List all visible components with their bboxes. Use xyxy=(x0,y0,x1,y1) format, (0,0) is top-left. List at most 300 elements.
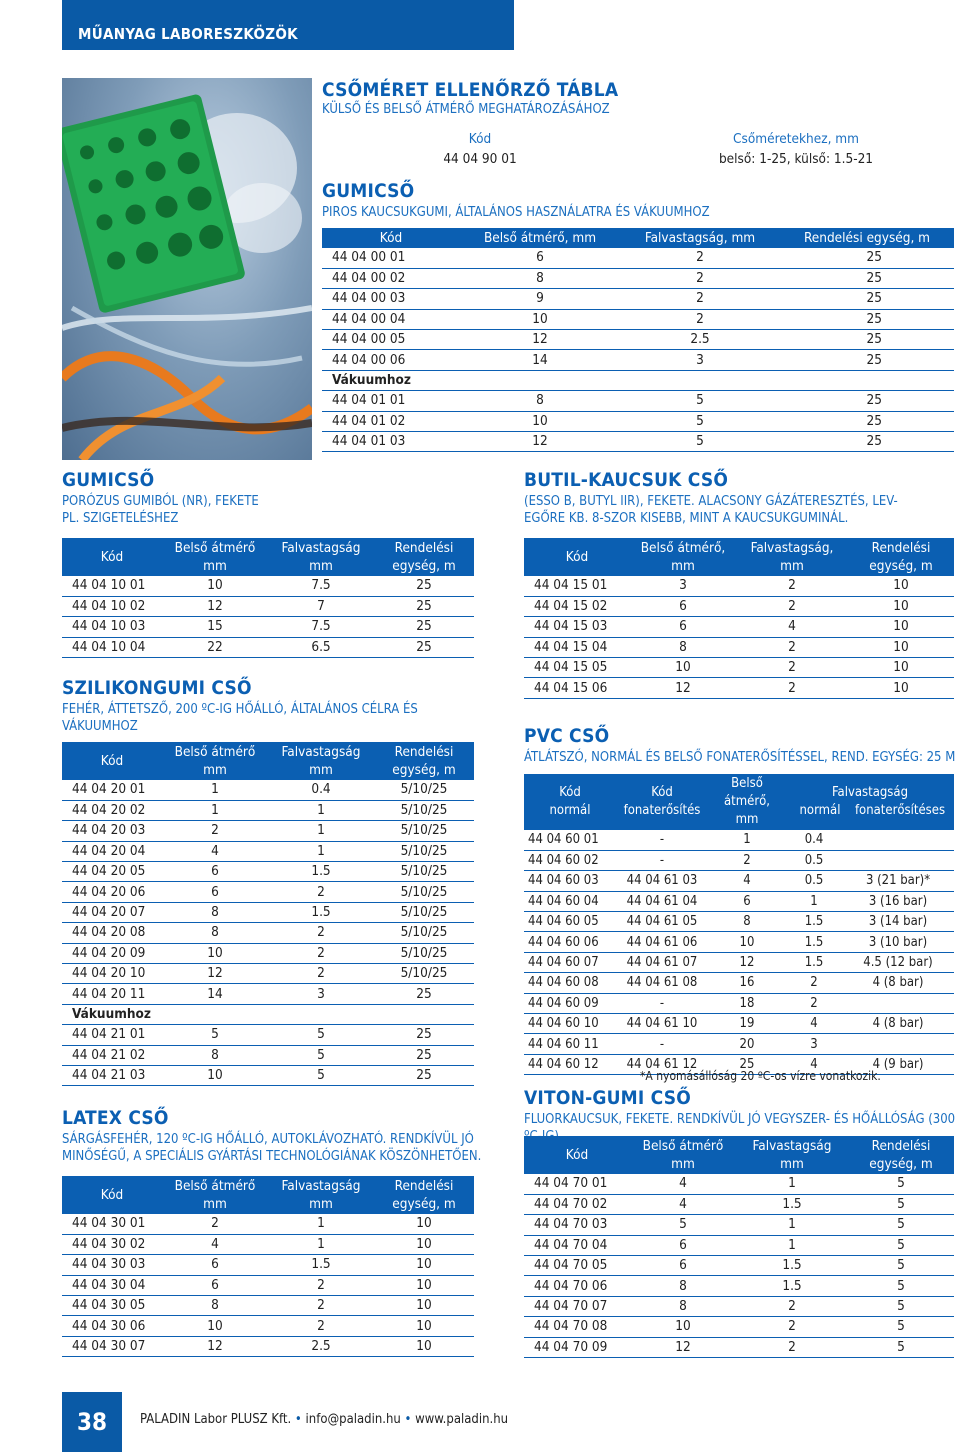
checker-subtitle: KÜLSŐ ÉS BELSŐ ÁTMÉRŐ MEGHATÁROZÁSÁHOZ xyxy=(322,102,610,117)
cell: 10 xyxy=(162,576,268,596)
table-row xyxy=(62,984,474,1004)
cell: 44 04 30 07 xyxy=(62,1336,162,1356)
table-row xyxy=(62,841,474,861)
col-header xyxy=(848,538,954,576)
cell: 5/10/25 xyxy=(374,943,474,963)
table-row xyxy=(524,1317,954,1337)
cell: 2 xyxy=(620,268,780,288)
table-row xyxy=(524,912,954,932)
cell: 6 xyxy=(460,248,620,268)
cell: 2 xyxy=(736,1296,848,1316)
cell: 10 xyxy=(162,1316,268,1336)
cell: 14 xyxy=(460,350,620,370)
cell: 44 04 20 08 xyxy=(62,923,162,943)
header-line: Belső átmérő, xyxy=(640,540,726,556)
header-line: Kód xyxy=(651,785,673,800)
cell: 44 04 20 04 xyxy=(62,841,162,861)
latex-section xyxy=(62,1108,481,1165)
table-row xyxy=(524,1256,954,1276)
table-row xyxy=(62,1316,474,1336)
cell: 44 04 60 10 xyxy=(524,1014,616,1034)
cell: 5 xyxy=(162,1025,268,1045)
cell: 1.5 xyxy=(736,1256,848,1276)
viton-table xyxy=(524,1136,954,1358)
cell: 5 xyxy=(630,1215,736,1235)
col-header xyxy=(736,1136,848,1174)
cell: 6 xyxy=(162,882,268,902)
cell: 2 xyxy=(620,309,780,329)
cell: 44 04 21 01 xyxy=(62,1025,162,1045)
cell: 25 xyxy=(374,1025,474,1045)
cell: 3 xyxy=(786,1034,842,1054)
cell: 18 xyxy=(708,993,786,1013)
cell: 6 xyxy=(162,1255,268,1275)
cell: 3 (10 bar) xyxy=(842,932,954,952)
latex-table xyxy=(62,1176,474,1357)
cell xyxy=(842,1034,954,1054)
cell: 44 04 01 03 xyxy=(322,432,460,452)
cell: 44 04 21 03 xyxy=(62,1065,162,1085)
header-line: mm xyxy=(309,762,333,778)
porous-rubber-subtitle-2: PL. SZIGETELÉSHEZ xyxy=(62,511,179,526)
cell: 25 xyxy=(780,391,954,411)
cell: 4 (8 bar) xyxy=(842,973,954,993)
cell: 5/10/25 xyxy=(374,841,474,861)
cell: 44 04 10 03 xyxy=(62,617,162,637)
header-line: Rendelési xyxy=(871,540,931,556)
header-line: egység, m xyxy=(392,558,456,574)
porous-rubber-subtitle-1: PORÓZUS GUMIBÓL (NR), FEKETE xyxy=(62,494,259,509)
checker-title: CSŐMÉRET ELLENŐRZŐ TÁBLA xyxy=(322,79,619,101)
table-header-row xyxy=(62,538,474,576)
cell: 44 04 61 04 xyxy=(616,891,708,911)
cell: - xyxy=(616,850,708,870)
table-row xyxy=(62,596,474,616)
cell: 44 04 90 01 xyxy=(443,151,517,168)
cell: 14 xyxy=(162,984,268,1004)
cell: 1 xyxy=(268,841,374,861)
vacuum-label: Vákuumhoz xyxy=(62,1004,474,1024)
col-header xyxy=(630,538,736,576)
cell: 6 xyxy=(630,1235,736,1255)
col-header xyxy=(268,1176,374,1214)
tube-checker-illustration xyxy=(62,78,312,460)
cell: 2 xyxy=(736,678,848,698)
silicone-table xyxy=(62,742,474,1086)
header-line: átmérő, mm xyxy=(723,794,770,827)
table-row xyxy=(322,248,954,268)
cell: 8 xyxy=(708,912,786,932)
col-header: Kód xyxy=(524,538,630,576)
cell: 4 (8 bar) xyxy=(842,1014,954,1034)
cell: 44 04 30 05 xyxy=(62,1296,162,1316)
table-row xyxy=(322,350,954,370)
cell: 12 xyxy=(708,952,786,972)
cell: 1.5 xyxy=(268,862,374,882)
cell: 4 xyxy=(162,841,268,861)
cell: 10 xyxy=(848,576,954,596)
cell: 10 xyxy=(374,1296,474,1316)
cell: 6 xyxy=(162,1275,268,1295)
header-line: normál xyxy=(549,803,591,818)
cell: 25 xyxy=(780,350,954,370)
header-line: Belső xyxy=(731,776,763,791)
header-line: Kód xyxy=(559,785,581,800)
page-number-box xyxy=(62,1392,122,1452)
cell: 25 xyxy=(780,248,954,268)
cell: 5 xyxy=(848,1235,954,1255)
header-line: Falvastagság xyxy=(281,540,361,556)
cell: 1.5 xyxy=(268,902,374,922)
cell: 5 xyxy=(848,1174,954,1194)
table-row xyxy=(524,891,954,911)
cell: 44 04 01 02 xyxy=(322,411,460,431)
table-row xyxy=(62,800,474,820)
cell: 2 xyxy=(268,943,374,963)
col-header: Kód xyxy=(524,1136,630,1174)
table-row xyxy=(524,1034,954,1054)
cell xyxy=(842,830,954,850)
latex-title: LATEX CSŐ xyxy=(62,1107,169,1129)
table-row xyxy=(524,678,954,698)
cell: 4 xyxy=(786,1014,842,1034)
cell: 44 04 20 05 xyxy=(62,862,162,882)
porous-rubber-table xyxy=(62,538,474,658)
col-header: Kód xyxy=(62,538,162,576)
table-row xyxy=(524,871,954,891)
cell: 10 xyxy=(630,1317,736,1337)
cell: 8 xyxy=(460,391,620,411)
header-line: Falvastagság xyxy=(281,744,361,760)
cell: 44 04 15 04 xyxy=(524,637,630,657)
header-line: normál xyxy=(799,803,841,818)
cell: 44 04 61 12 xyxy=(616,1054,708,1074)
cell: 10 xyxy=(374,1336,474,1356)
header-line: egység, m xyxy=(869,558,933,574)
header-line: egység, m xyxy=(392,762,456,778)
table-row xyxy=(62,637,474,657)
cell: 2 xyxy=(268,923,374,943)
header-line: Rendelési xyxy=(394,540,454,556)
cell: 2 xyxy=(736,596,848,616)
cell: 44 04 70 09 xyxy=(524,1337,630,1357)
cell: 44 04 60 06 xyxy=(524,932,616,952)
cell: 3 xyxy=(268,984,374,1004)
cell: 2 xyxy=(786,993,842,1013)
cell: 10 xyxy=(374,1255,474,1275)
table-row xyxy=(62,923,474,943)
cell: 25 xyxy=(374,637,474,657)
cell: 3 xyxy=(620,350,780,370)
category-title: MŰANYAG LABORESZKÖZÖK xyxy=(78,25,298,43)
cell: 1 xyxy=(268,821,374,841)
cell: 1 xyxy=(162,800,268,820)
cell: 25 xyxy=(374,984,474,1004)
table-row xyxy=(322,149,954,169)
header-line: Falvastagság xyxy=(752,1138,832,1154)
cell: 10 xyxy=(374,1275,474,1295)
cell: 2 xyxy=(268,1316,374,1336)
table-row xyxy=(62,1065,474,1085)
header-line: Belső átmérő xyxy=(174,1178,256,1194)
header-line: Rendelési xyxy=(871,1138,931,1154)
cell: 10 xyxy=(848,678,954,698)
cell: 44 04 61 03 xyxy=(616,871,708,891)
vacuum-subheader xyxy=(322,370,954,390)
table-row xyxy=(524,617,954,637)
cell: 8 xyxy=(630,1296,736,1316)
cell: 2.5 xyxy=(268,1336,374,1356)
footer-contact xyxy=(140,1412,508,1427)
cell: 1.5 xyxy=(736,1276,848,1296)
col-header xyxy=(786,774,954,830)
table-row xyxy=(524,932,954,952)
pvc-title: PVC CSŐ xyxy=(524,725,610,747)
table-row xyxy=(322,432,954,452)
cell: 4 xyxy=(630,1194,736,1214)
cell: 25 xyxy=(708,1054,786,1074)
table-row xyxy=(524,596,954,616)
cell: 44 04 60 08 xyxy=(524,973,616,993)
header-line: egység, m xyxy=(869,1156,933,1172)
cell: 25 xyxy=(780,432,954,452)
cell: 25 xyxy=(780,411,954,431)
table-row xyxy=(322,309,954,329)
cell: 12 xyxy=(460,432,620,452)
cell: 10 xyxy=(848,617,954,637)
col-header xyxy=(374,1176,474,1214)
table-header-row xyxy=(524,1136,954,1174)
cell: 25 xyxy=(374,617,474,637)
table-row xyxy=(322,391,954,411)
cell: 15 xyxy=(162,617,268,637)
table-row xyxy=(62,862,474,882)
cell: 44 04 61 10 xyxy=(616,1014,708,1034)
col-header xyxy=(162,538,268,576)
cell: 2 xyxy=(736,1337,848,1357)
latex-subtitle-2: MINŐSÉGŰ, A SPECIÁLIS GYÁRTÁSI TECHNOLÓGIÁNAK KÖSZÖNHETŐEN. xyxy=(62,1149,482,1164)
cell: 2 xyxy=(268,964,374,984)
table-row xyxy=(62,1234,474,1254)
pvc-table xyxy=(524,774,954,1075)
table-row xyxy=(322,330,954,350)
cell: 6 xyxy=(708,891,786,911)
cell: 6.5 xyxy=(268,637,374,657)
table-row xyxy=(524,993,954,1013)
cell: 5/10/25 xyxy=(374,882,474,902)
cell: 44 04 70 05 xyxy=(524,1256,630,1276)
pvc-subtitle: ÁTLÁTSZÓ, NORMÁL ÉS BELSŐ FONATERŐSÍTÉSSEL, REND. EGYSÉG: 25 M xyxy=(524,750,956,765)
butyl-title: BUTIL-KAUCSUK CSŐ xyxy=(524,469,729,491)
cell: 2 xyxy=(268,1275,374,1295)
cell: 1.5 xyxy=(268,1255,374,1275)
page-number: 38 xyxy=(76,1408,108,1436)
cell: 5 xyxy=(848,1256,954,1276)
header-line: Falvastagság, xyxy=(750,540,834,556)
cell: 2.5 xyxy=(620,330,780,350)
cell: 44 04 60 04 xyxy=(524,891,616,911)
butyl-section xyxy=(524,470,898,527)
cell: 1.5 xyxy=(786,932,842,952)
cell: 19 xyxy=(708,1014,786,1034)
table-row xyxy=(524,658,954,678)
cell: 1.5 xyxy=(736,1194,848,1214)
cell: 44 04 21 02 xyxy=(62,1045,162,1065)
cell: 44 04 70 07 xyxy=(524,1296,630,1316)
cell: 44 04 30 02 xyxy=(62,1234,162,1254)
header-line: Falvastagság xyxy=(832,785,908,800)
cell: 12 xyxy=(162,964,268,984)
cell: 1.5 xyxy=(786,952,842,972)
cell: 44 04 20 09 xyxy=(62,943,162,963)
cell: 16 xyxy=(708,973,786,993)
col-header xyxy=(268,538,374,576)
cell: 44 04 30 01 xyxy=(62,1214,162,1234)
cell: 10 xyxy=(460,411,620,431)
cell: 7.5 xyxy=(268,617,374,637)
red-rubber-subtitle: PIROS KAUCSUKGUMI, ÁLTALÁNOS HASZNÁLATRA ÉS VÁKUUMHOZ xyxy=(322,205,710,220)
cell: 44 04 20 10 xyxy=(62,964,162,984)
cell: 8 xyxy=(162,902,268,922)
cell: 5 xyxy=(268,1025,374,1045)
cell: 8 xyxy=(162,1045,268,1065)
header-line: mm xyxy=(203,558,227,574)
cell: 10 xyxy=(848,596,954,616)
cell: 44 04 20 02 xyxy=(62,800,162,820)
col-header: Kód xyxy=(62,1176,162,1214)
table-row xyxy=(524,576,954,596)
cell: 44 04 10 04 xyxy=(62,637,162,657)
footer-separator: • xyxy=(404,1412,412,1427)
pvc-footnote: *A nyomásállóság 20 ºC-os vízre vonatkozik. xyxy=(640,1069,881,1083)
cell: 44 04 60 05 xyxy=(524,912,616,932)
cell: 44 04 15 02 xyxy=(524,596,630,616)
cell: 44 04 30 06 xyxy=(62,1316,162,1336)
col-header: Falvastagság, mm xyxy=(620,228,780,248)
cell: 44 04 10 02 xyxy=(62,596,162,616)
header-line: mm xyxy=(309,558,333,574)
butyl-subtitle-1: (ESSO B, BUTYL IIR), FEKETE. ALACSONY GÁZÁTERESZTÉS, LEV- xyxy=(524,494,898,509)
cell: 10 xyxy=(162,943,268,963)
table-row xyxy=(62,1275,474,1295)
cell: 44 04 15 03 xyxy=(524,617,630,637)
header-line: egység, m xyxy=(392,1196,456,1212)
cell: - xyxy=(616,993,708,1013)
cell: 10 xyxy=(708,932,786,952)
table-row xyxy=(524,1014,954,1034)
cell: 44 04 70 02 xyxy=(524,1194,630,1214)
cell: 2 xyxy=(268,1296,374,1316)
cell: 3 (14 bar) xyxy=(842,912,954,932)
header-line: mm xyxy=(203,762,227,778)
header-line: mm xyxy=(309,1196,333,1212)
table-header-row xyxy=(62,1176,474,1214)
cell: 10 xyxy=(374,1316,474,1336)
cell: 44 04 60 09 xyxy=(524,993,616,1013)
cell: 44 04 01 01 xyxy=(322,391,460,411)
viton-subtitle: FLUORKAUCSUK, FEKETE. RENDKÍVÜL JÓ VEGYSZER- ÉS HŐÁLLÓSÁG (300 xyxy=(524,1112,956,1127)
cell: 1 xyxy=(162,780,268,800)
cell: 44 04 70 01 xyxy=(524,1174,630,1194)
cell: 1 xyxy=(736,1174,848,1194)
cell: 44 04 20 06 xyxy=(62,882,162,902)
cell: 44 04 00 05 xyxy=(322,330,460,350)
cell: 10 xyxy=(460,309,620,329)
cell: 5/10/25 xyxy=(374,964,474,984)
table-header-row xyxy=(322,228,954,248)
cell xyxy=(842,850,954,870)
cell: 25 xyxy=(374,1065,474,1085)
col-header xyxy=(374,742,474,780)
header-line: mm xyxy=(203,1196,227,1212)
cell: 44 04 20 11 xyxy=(62,984,162,1004)
cell: 44 04 00 01 xyxy=(322,248,460,268)
table-row xyxy=(524,830,954,850)
cell: 10 xyxy=(374,1214,474,1234)
cell: 12 xyxy=(162,1336,268,1356)
cell: 5/10/25 xyxy=(374,780,474,800)
cell: 10 xyxy=(630,658,736,678)
cell: 25 xyxy=(780,289,954,309)
col-header xyxy=(268,742,374,780)
footer-web[interactable]: www.paladin.hu xyxy=(415,1412,509,1427)
cell: 12 xyxy=(162,596,268,616)
cell: 1 xyxy=(268,1214,374,1234)
cell: 6 xyxy=(630,1256,736,1276)
table-row xyxy=(62,780,474,800)
cell: 2 xyxy=(708,850,786,870)
header-line: mm xyxy=(671,1156,695,1172)
cell: 44 04 20 03 xyxy=(62,821,162,841)
cell: 4 xyxy=(786,1054,842,1074)
cell: 44 04 60 01 xyxy=(524,830,616,850)
cell: 8 xyxy=(630,637,736,657)
cell: 8 xyxy=(630,1276,736,1296)
cell: 4 (9 bar) xyxy=(842,1054,954,1074)
table-row xyxy=(322,289,954,309)
table-row xyxy=(524,1215,954,1235)
cell: 44 04 61 07 xyxy=(616,952,708,972)
cell: 25 xyxy=(780,268,954,288)
cell: 44 04 00 04 xyxy=(322,309,460,329)
cell: 4 xyxy=(630,1174,736,1194)
footer-email[interactable]: info@paladin.hu xyxy=(305,1412,401,1427)
table-row xyxy=(62,1045,474,1065)
cell: 44 04 70 06 xyxy=(524,1276,630,1296)
header-line: Belső átmérő xyxy=(174,540,256,556)
cell: 4.5 (12 bar) xyxy=(842,952,954,972)
vacuum-subheader xyxy=(62,1004,474,1024)
table-header-row xyxy=(322,129,954,149)
header-line: fonaterősítéses xyxy=(854,803,946,818)
porous-rubber-title: GUMICSŐ xyxy=(62,469,155,491)
table-row xyxy=(524,952,954,972)
viton-title: VITON-GUMI CSŐ xyxy=(524,1087,691,1109)
cell: 12 xyxy=(630,1337,736,1357)
table-row xyxy=(62,1025,474,1045)
cell: 44 04 70 08 xyxy=(524,1317,630,1337)
cell: 44 04 61 05 xyxy=(616,912,708,932)
cell: 44 04 00 06 xyxy=(322,350,460,370)
product-photo xyxy=(62,78,312,460)
cell: 12 xyxy=(630,678,736,698)
cell: 4 xyxy=(162,1234,268,1254)
cell: 6 xyxy=(630,617,736,637)
header-line: mm xyxy=(780,1156,804,1172)
table-row xyxy=(62,1214,474,1234)
pvc-section xyxy=(524,726,955,766)
col-header xyxy=(848,1136,954,1174)
